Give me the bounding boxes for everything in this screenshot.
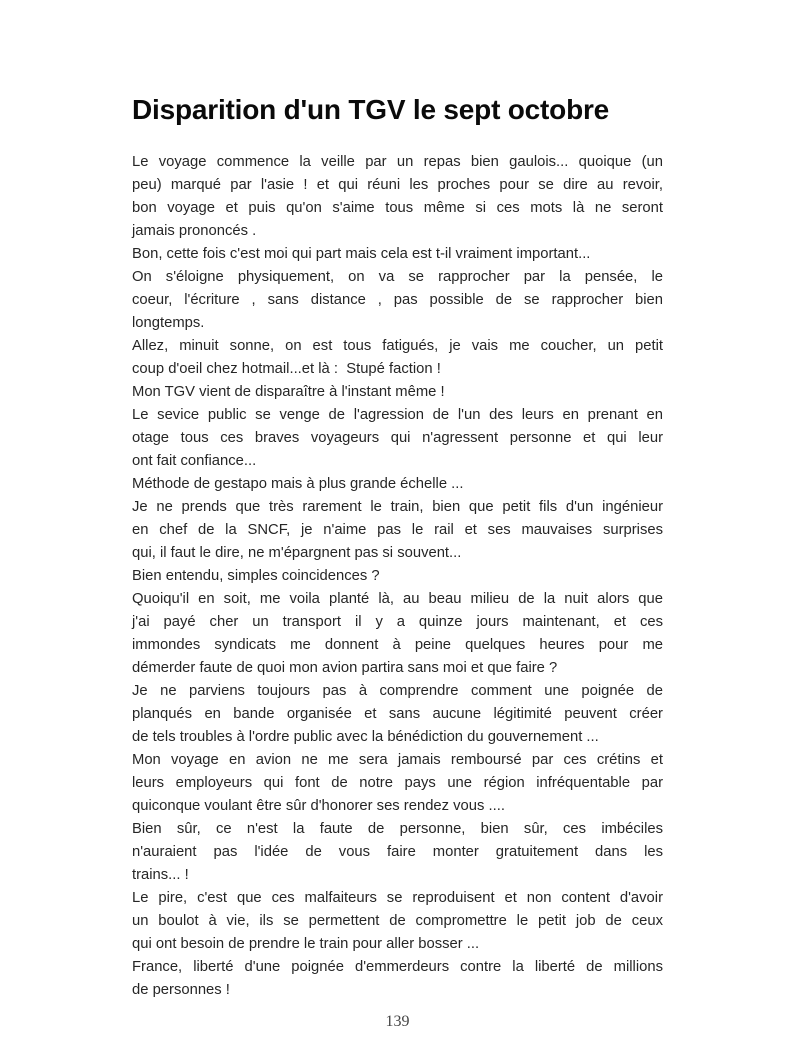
text-line: jamais prononcés . <box>132 223 257 239</box>
text-line: Je ne parviens toujours pas à comprendre comment une poignée de <box>132 683 663 699</box>
paragraph <box>132 151 663 243</box>
text-line: qui, il faut le dire, ne m'épargnent pas si souvent... <box>132 545 462 561</box>
text-line: ont fait confiance... <box>132 453 257 469</box>
text-line: Méthode de gestapo mais à plus grande échelle ... <box>132 476 464 492</box>
paragraph <box>132 404 663 473</box>
paragraph <box>132 818 663 887</box>
paragraph <box>132 473 663 496</box>
paragraph <box>132 565 663 588</box>
text-line: Bien sûr, ce n'est la faute de personne, bien sûr, ces imbéciles <box>132 821 663 837</box>
text-line: coup d'oeil chez hotmail...et là : Stupé faction ! <box>132 361 441 377</box>
paragraph <box>132 749 663 818</box>
text-line: Quoiqu'il en soit, me voila planté là, au beau milieu de la nuit alors que <box>132 591 663 607</box>
text-line: coeur, l'écriture , sans distance , pas possible de se rapprocher bien <box>132 292 663 308</box>
text-line: otage tous ces braves voyageurs qui n'agressent personne et qui leur <box>132 430 663 446</box>
text-line: Le sevice public se venge de l'agression de l'un des leurs en prenant en <box>132 407 663 423</box>
article-content <box>132 94 663 1002</box>
text-line: Je ne prends que très rarement le train, bien que petit fils d'un ingénieur <box>132 499 663 515</box>
text-line: On s'éloigne physiquement, on va se rapprocher par la pensée, le <box>132 269 663 285</box>
text-line: de personnes ! <box>132 982 230 998</box>
text-line: Mon voyage en avion ne me sera jamais remboursé par ces crétins et <box>132 752 663 768</box>
text-line: quiconque voulant être sûr d'honorer ses rendez vous .... <box>132 798 505 814</box>
text-line: Le pire, c'est que ces malfaiteurs se reproduisent et non content d'avoir <box>132 890 663 906</box>
article-title: Disparition d'un TGV le sept octobre <box>132 94 610 125</box>
paragraph <box>132 335 663 381</box>
text-line: Bien entendu, simples coincidences ? <box>132 568 380 584</box>
text-line: planqués en bande organisée et sans aucune légitimité peuvent créer <box>132 706 663 722</box>
text-line: trains... ! <box>132 867 189 883</box>
paragraph <box>132 887 663 956</box>
page-number: 139 <box>385 1013 410 1030</box>
text-line: un boulot à vie, ils se permettent de compromettre le petit job de ceux <box>132 913 663 929</box>
text-line: Le voyage commence la veille par un repas bien gaulois... quoique (un <box>132 154 663 170</box>
text-line: n'auraient pas l'idée de vous faire monter gratuitement dans les <box>132 844 663 860</box>
text-line: de tels troubles à l'ordre public avec la bénédiction du gouvernement ... <box>132 729 599 745</box>
paragraph <box>132 266 663 335</box>
paragraph <box>132 381 663 404</box>
text-line: Mon TGV vient de disparaître à l'instant même ! <box>132 384 445 400</box>
paragraph <box>132 956 663 1002</box>
text-line: qui ont besoin de prendre le train pour aller bosser ... <box>132 936 480 952</box>
text-line: immondes syndicats me donnent à peine quelques heures pour me <box>132 637 663 653</box>
paragraph <box>132 680 663 749</box>
paragraph <box>132 243 663 266</box>
text-line: Allez, minuit sonne, on est tous fatigués, je vais me coucher, un petit <box>132 338 663 354</box>
text-line: peu) marqué par l'asie ! et qui réuni les proches pour se dire au revoir, <box>132 177 663 193</box>
text-line: France, liberté d'une poignée d'emmerdeurs contre la liberté de millions <box>132 959 663 975</box>
text-line: démerder faute de quoi mon avion partira sans moi et que faire ? <box>132 660 558 676</box>
paragraph <box>132 496 663 565</box>
text-line: leurs employeurs qui font de notre pays une région infréquentable par <box>132 775 663 791</box>
text-line: Bon, cette fois c'est moi qui part mais cela est t-il vraiment important... <box>132 246 591 262</box>
text-line: en chef de la SNCF, je n'aime pas le rail et ses mauvaises surprises <box>132 522 663 538</box>
paragraph <box>132 588 663 680</box>
text-line: bon voyage et puis qu'on s'aime tous même si ces mots là ne seront <box>132 200 663 216</box>
article-body <box>132 151 663 1002</box>
text-line: j'ai payé cher un transport il y a quinze jours maintenant, et ces <box>132 614 663 630</box>
text-line: longtemps. <box>132 315 205 331</box>
